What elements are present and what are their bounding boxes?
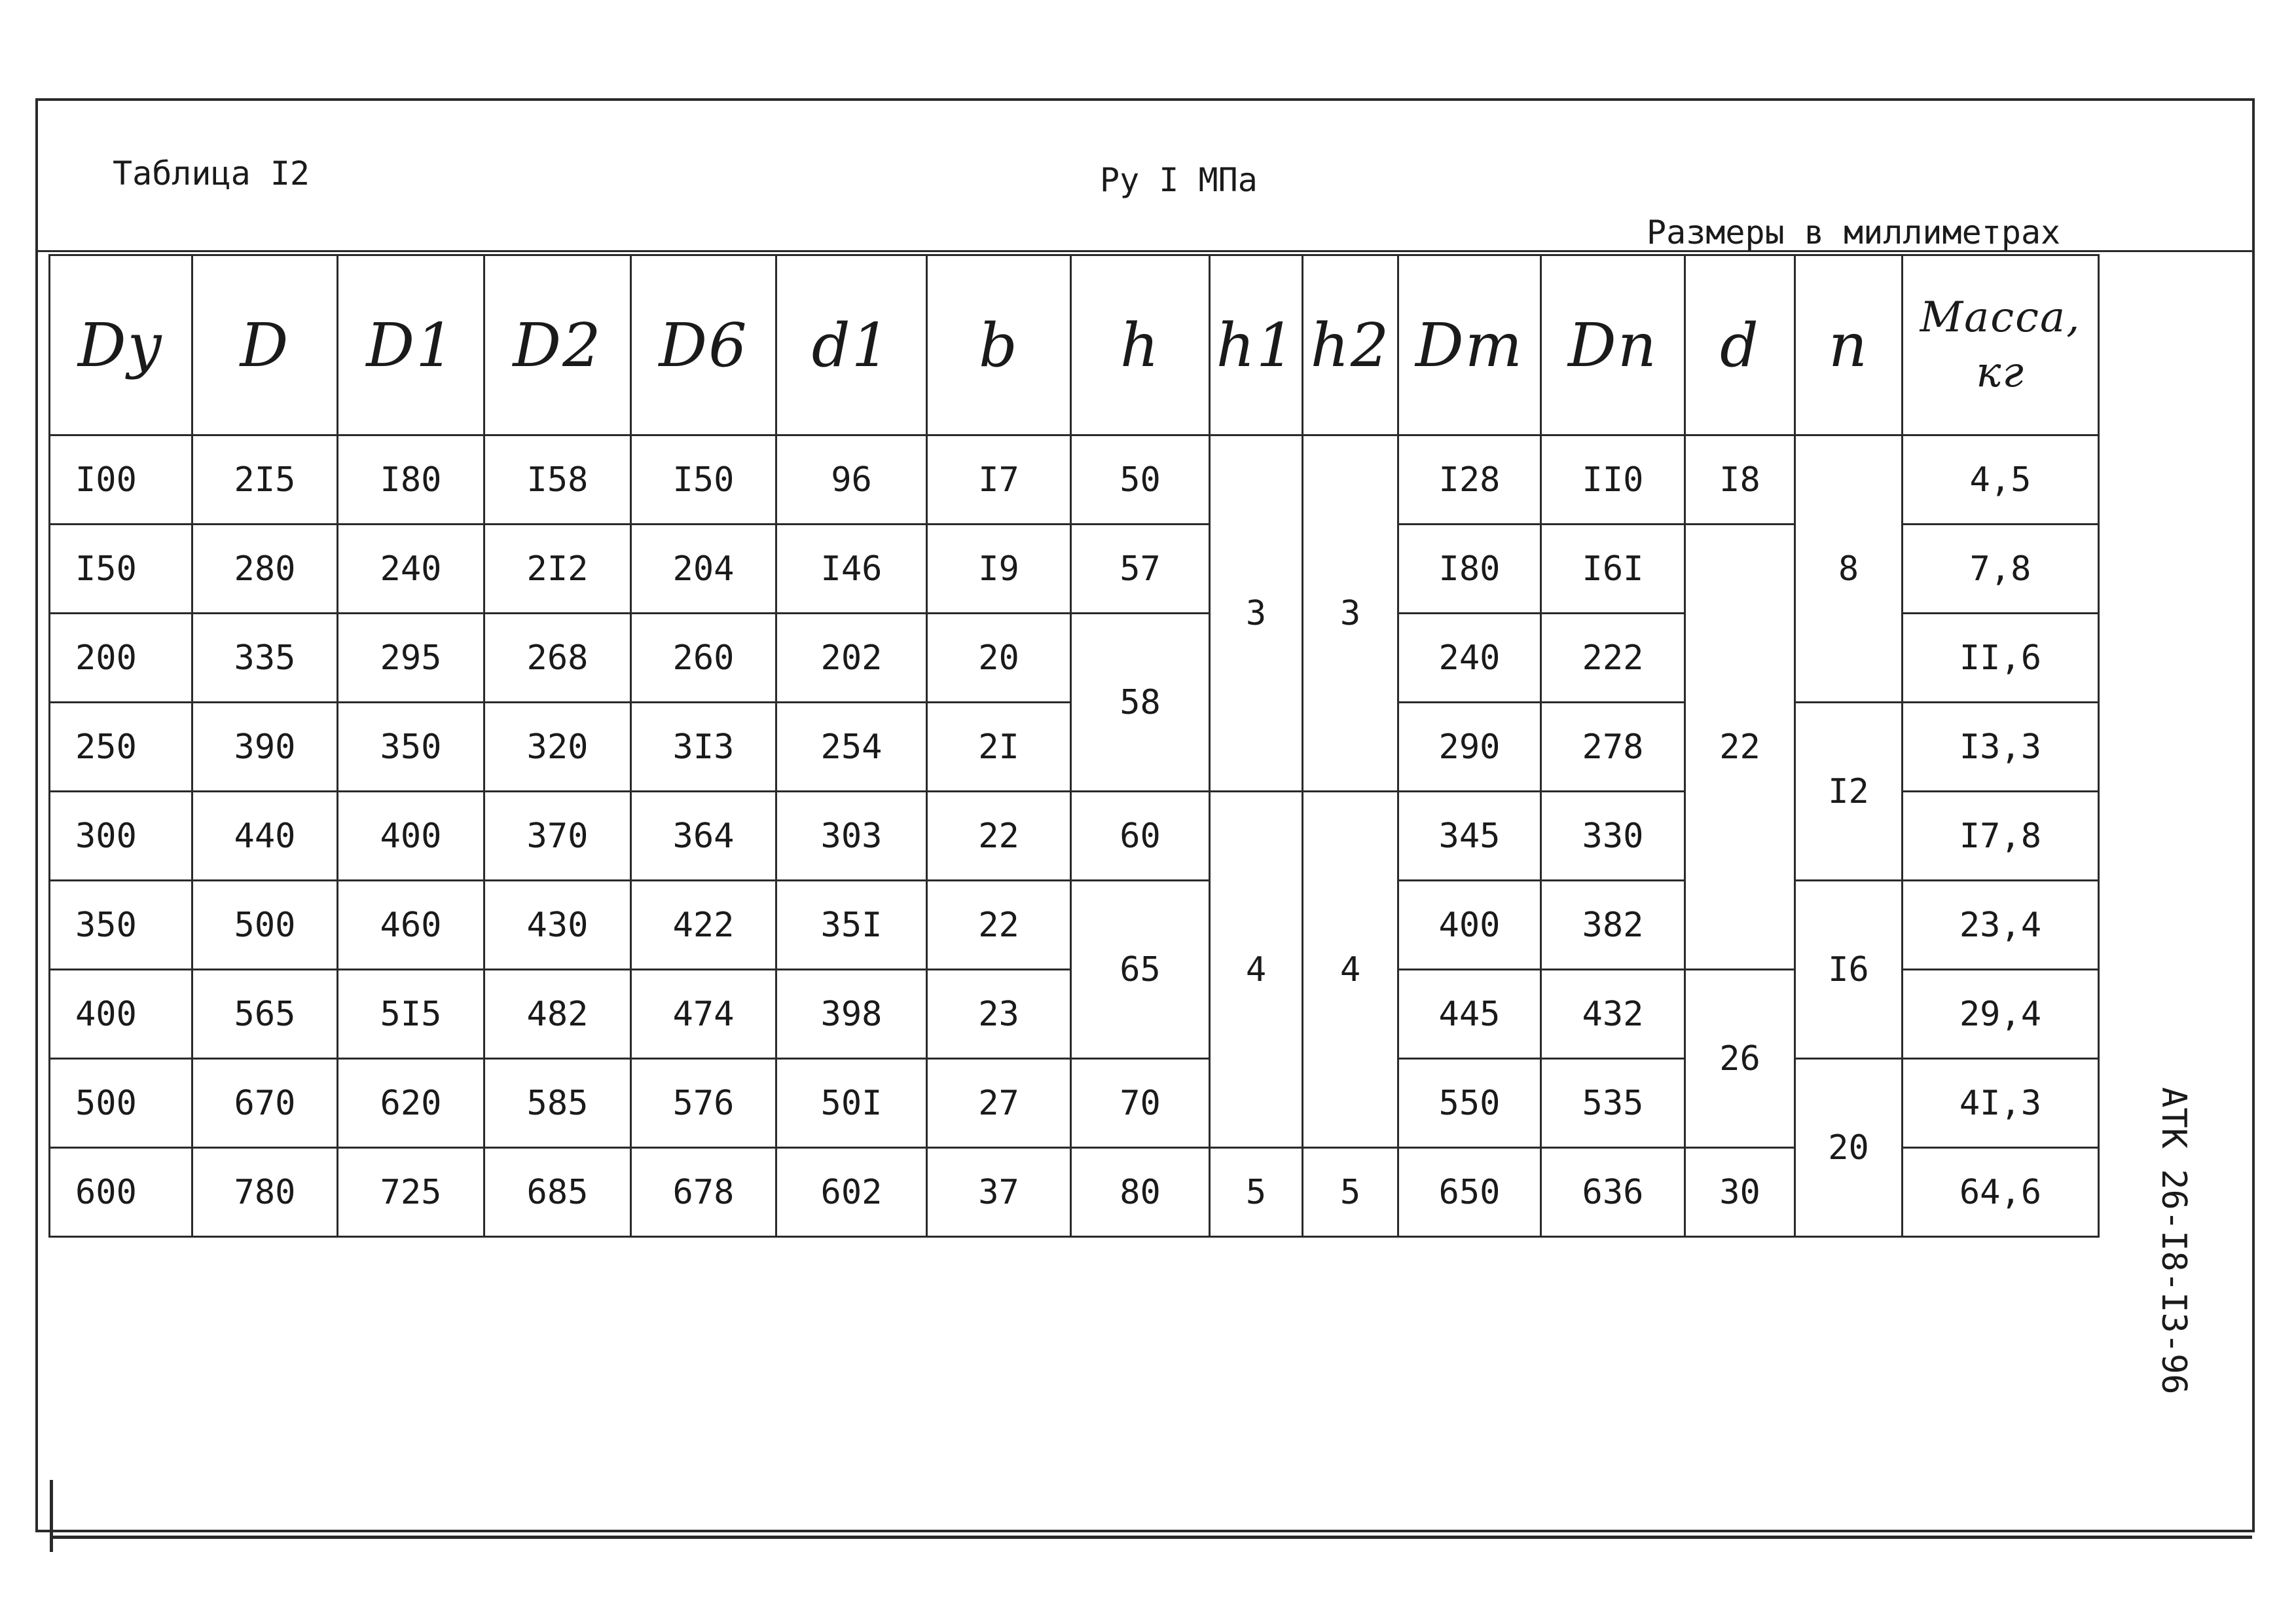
cell-d1-inner: 602 [776, 1148, 927, 1237]
cell-d1-inner: 96 [776, 435, 927, 525]
header-row [50, 255, 2099, 435]
cell-dn: 382 [1541, 881, 1685, 970]
cell-d6: 364 [631, 792, 776, 881]
col-header-mass: Масса, кг [1903, 255, 2099, 435]
cell-b: I7 [927, 435, 1071, 525]
cell-d6: 576 [631, 1059, 776, 1148]
cell-dm: 550 [1398, 1059, 1541, 1148]
cell-dm: 400 [1398, 881, 1541, 970]
cell-d6: I50 [631, 435, 776, 525]
cell-d2: 2I2 [484, 525, 631, 614]
units-note: Размеры в миллиметрах [1647, 213, 2061, 251]
cell-d2: 430 [484, 881, 631, 970]
cell-d6: 678 [631, 1148, 776, 1237]
cell-dy: I00 [50, 435, 192, 525]
cell-dy: 350 [50, 881, 192, 970]
cell-d: 780 [192, 1148, 338, 1237]
table-row [50, 1148, 2099, 1237]
cell-h: 65 [1071, 881, 1210, 1059]
cell-dm: I80 [1398, 525, 1541, 614]
cell-h2: 4 [1303, 792, 1398, 1148]
cell-mass: I7,8 [1903, 792, 2099, 881]
cell-mass: 7,8 [1903, 525, 2099, 614]
cell-d-hole: 30 [1685, 1148, 1795, 1237]
cell-mass: II,6 [1903, 614, 2099, 703]
cell-h2: 5 [1303, 1148, 1398, 1237]
cell-dm: 445 [1398, 970, 1541, 1059]
cell-mass: 29,4 [1903, 970, 2099, 1059]
document-code: АТК 26-I8-I3-96 [2154, 1087, 2193, 1395]
cell-dm: 345 [1398, 792, 1541, 881]
cell-dn: 222 [1541, 614, 1685, 703]
table-row [50, 525, 2099, 614]
cell-mass: 64,6 [1903, 1148, 2099, 1237]
cell-dy: 600 [50, 1148, 192, 1237]
cell-dn: II0 [1541, 435, 1685, 525]
cell-dy: 500 [50, 1059, 192, 1148]
cell-h: 58 [1071, 614, 1210, 792]
col-header-h2: h2 [1303, 255, 1398, 435]
cell-dn: 535 [1541, 1059, 1685, 1148]
cell-mass: 23,4 [1903, 881, 2099, 970]
col-header-b: b [927, 255, 1071, 435]
col-header-d-outer: D [192, 255, 338, 435]
cell-b: I9 [927, 525, 1071, 614]
cell-d2: 268 [484, 614, 631, 703]
cell-d6: 474 [631, 970, 776, 1059]
cell-mass: 4,5 [1903, 435, 2099, 525]
cell-d2: I58 [484, 435, 631, 525]
cell-b: 20 [927, 614, 1071, 703]
cell-d1: 620 [338, 1059, 484, 1148]
cell-dm: 650 [1398, 1148, 1541, 1237]
cell-d1: I80 [338, 435, 484, 525]
cell-d1-inner: I46 [776, 525, 927, 614]
cell-b: 2I [927, 703, 1071, 792]
cell-d1-inner: 398 [776, 970, 927, 1059]
cell-d1: 5I5 [338, 970, 484, 1059]
cell-h1: 5 [1210, 1148, 1303, 1237]
cell-dm: 290 [1398, 703, 1541, 792]
cell-d1: 350 [338, 703, 484, 792]
cell-d: 2I5 [192, 435, 338, 525]
col-header-dm: Dm [1398, 255, 1541, 435]
cell-d-hole: I8 [1685, 435, 1795, 525]
cell-d: 390 [192, 703, 338, 792]
cell-b: 27 [927, 1059, 1071, 1148]
cell-dy: 250 [50, 703, 192, 792]
cell-d: 670 [192, 1059, 338, 1148]
cell-d1: 400 [338, 792, 484, 881]
col-header-d1: D1 [338, 255, 484, 435]
cell-d: 440 [192, 792, 338, 881]
cell-h2: 3 [1303, 435, 1398, 792]
cell-d1: 295 [338, 614, 484, 703]
cell-mass: I3,3 [1903, 703, 2099, 792]
cell-d1-inner: 35I [776, 881, 927, 970]
cell-h: 70 [1071, 1059, 1210, 1148]
col-header-dy: Dу [50, 255, 192, 435]
cell-d2: 370 [484, 792, 631, 881]
cell-dn: 330 [1541, 792, 1685, 881]
bottom-frame-rule [52, 1536, 2252, 1539]
cell-d-hole: 22 [1685, 525, 1795, 970]
left-margin-tick [50, 1480, 53, 1552]
col-header-d-hole: d [1685, 255, 1795, 435]
cell-mass: 4I,3 [1903, 1059, 2099, 1148]
cell-d: 335 [192, 614, 338, 703]
cell-d6: 422 [631, 881, 776, 970]
cell-d1: 725 [338, 1148, 484, 1237]
cell-b: 37 [927, 1148, 1071, 1237]
cell-dn: 278 [1541, 703, 1685, 792]
cell-b: 22 [927, 792, 1071, 881]
cell-d1-inner: 202 [776, 614, 927, 703]
col-header-dn: Dn [1541, 255, 1685, 435]
cell-h1: 3 [1210, 435, 1303, 792]
cell-b: 22 [927, 881, 1071, 970]
cell-h: 50 [1071, 435, 1210, 525]
cell-dn: 432 [1541, 970, 1685, 1059]
cell-dy: 200 [50, 614, 192, 703]
cell-n: 8 [1795, 435, 1903, 703]
cell-d6: 204 [631, 525, 776, 614]
cell-dy: 300 [50, 792, 192, 881]
cell-dm: 240 [1398, 614, 1541, 703]
cell-d2: 320 [484, 703, 631, 792]
cell-n: I6 [1795, 881, 1903, 1059]
pressure-label: Ру I МПа [1100, 161, 1258, 199]
cell-d-hole: 26 [1685, 970, 1795, 1148]
col-header-h1: h1 [1210, 255, 1303, 435]
cell-h1: 4 [1210, 792, 1303, 1148]
table-caption: Таблица I2 [113, 155, 310, 193]
cell-d1-inner: 303 [776, 792, 927, 881]
cell-dn: 636 [1541, 1148, 1685, 1237]
cell-n: I2 [1795, 703, 1903, 881]
cell-d6: 3I3 [631, 703, 776, 792]
col-header-h: h [1071, 255, 1210, 435]
cell-dy: I50 [50, 525, 192, 614]
flange-dimensions-table [48, 254, 2100, 1238]
cell-d: 500 [192, 881, 338, 970]
cell-dm: I28 [1398, 435, 1541, 525]
col-header-d2: D2 [484, 255, 631, 435]
table-row [50, 435, 2099, 525]
cell-b: 23 [927, 970, 1071, 1059]
cell-dn: I6I [1541, 525, 1685, 614]
cell-n: 20 [1795, 1059, 1903, 1237]
cell-d2: 482 [484, 970, 631, 1059]
cell-h: 60 [1071, 792, 1210, 881]
cell-h: 80 [1071, 1148, 1210, 1237]
cell-d1: 240 [338, 525, 484, 614]
cell-d6: 260 [631, 614, 776, 703]
col-header-d6: D6 [631, 255, 776, 435]
cell-d: 280 [192, 525, 338, 614]
cell-h: 57 [1071, 525, 1210, 614]
col-header-n: n [1795, 255, 1903, 435]
cell-d: 565 [192, 970, 338, 1059]
cell-d1-inner: 50I [776, 1059, 927, 1148]
cell-d2: 585 [484, 1059, 631, 1148]
cell-d1: 460 [338, 881, 484, 970]
cell-dy: 400 [50, 970, 192, 1059]
col-header-d1-inner: d1 [776, 255, 927, 435]
cell-d1-inner: 254 [776, 703, 927, 792]
cell-d2: 685 [484, 1148, 631, 1237]
